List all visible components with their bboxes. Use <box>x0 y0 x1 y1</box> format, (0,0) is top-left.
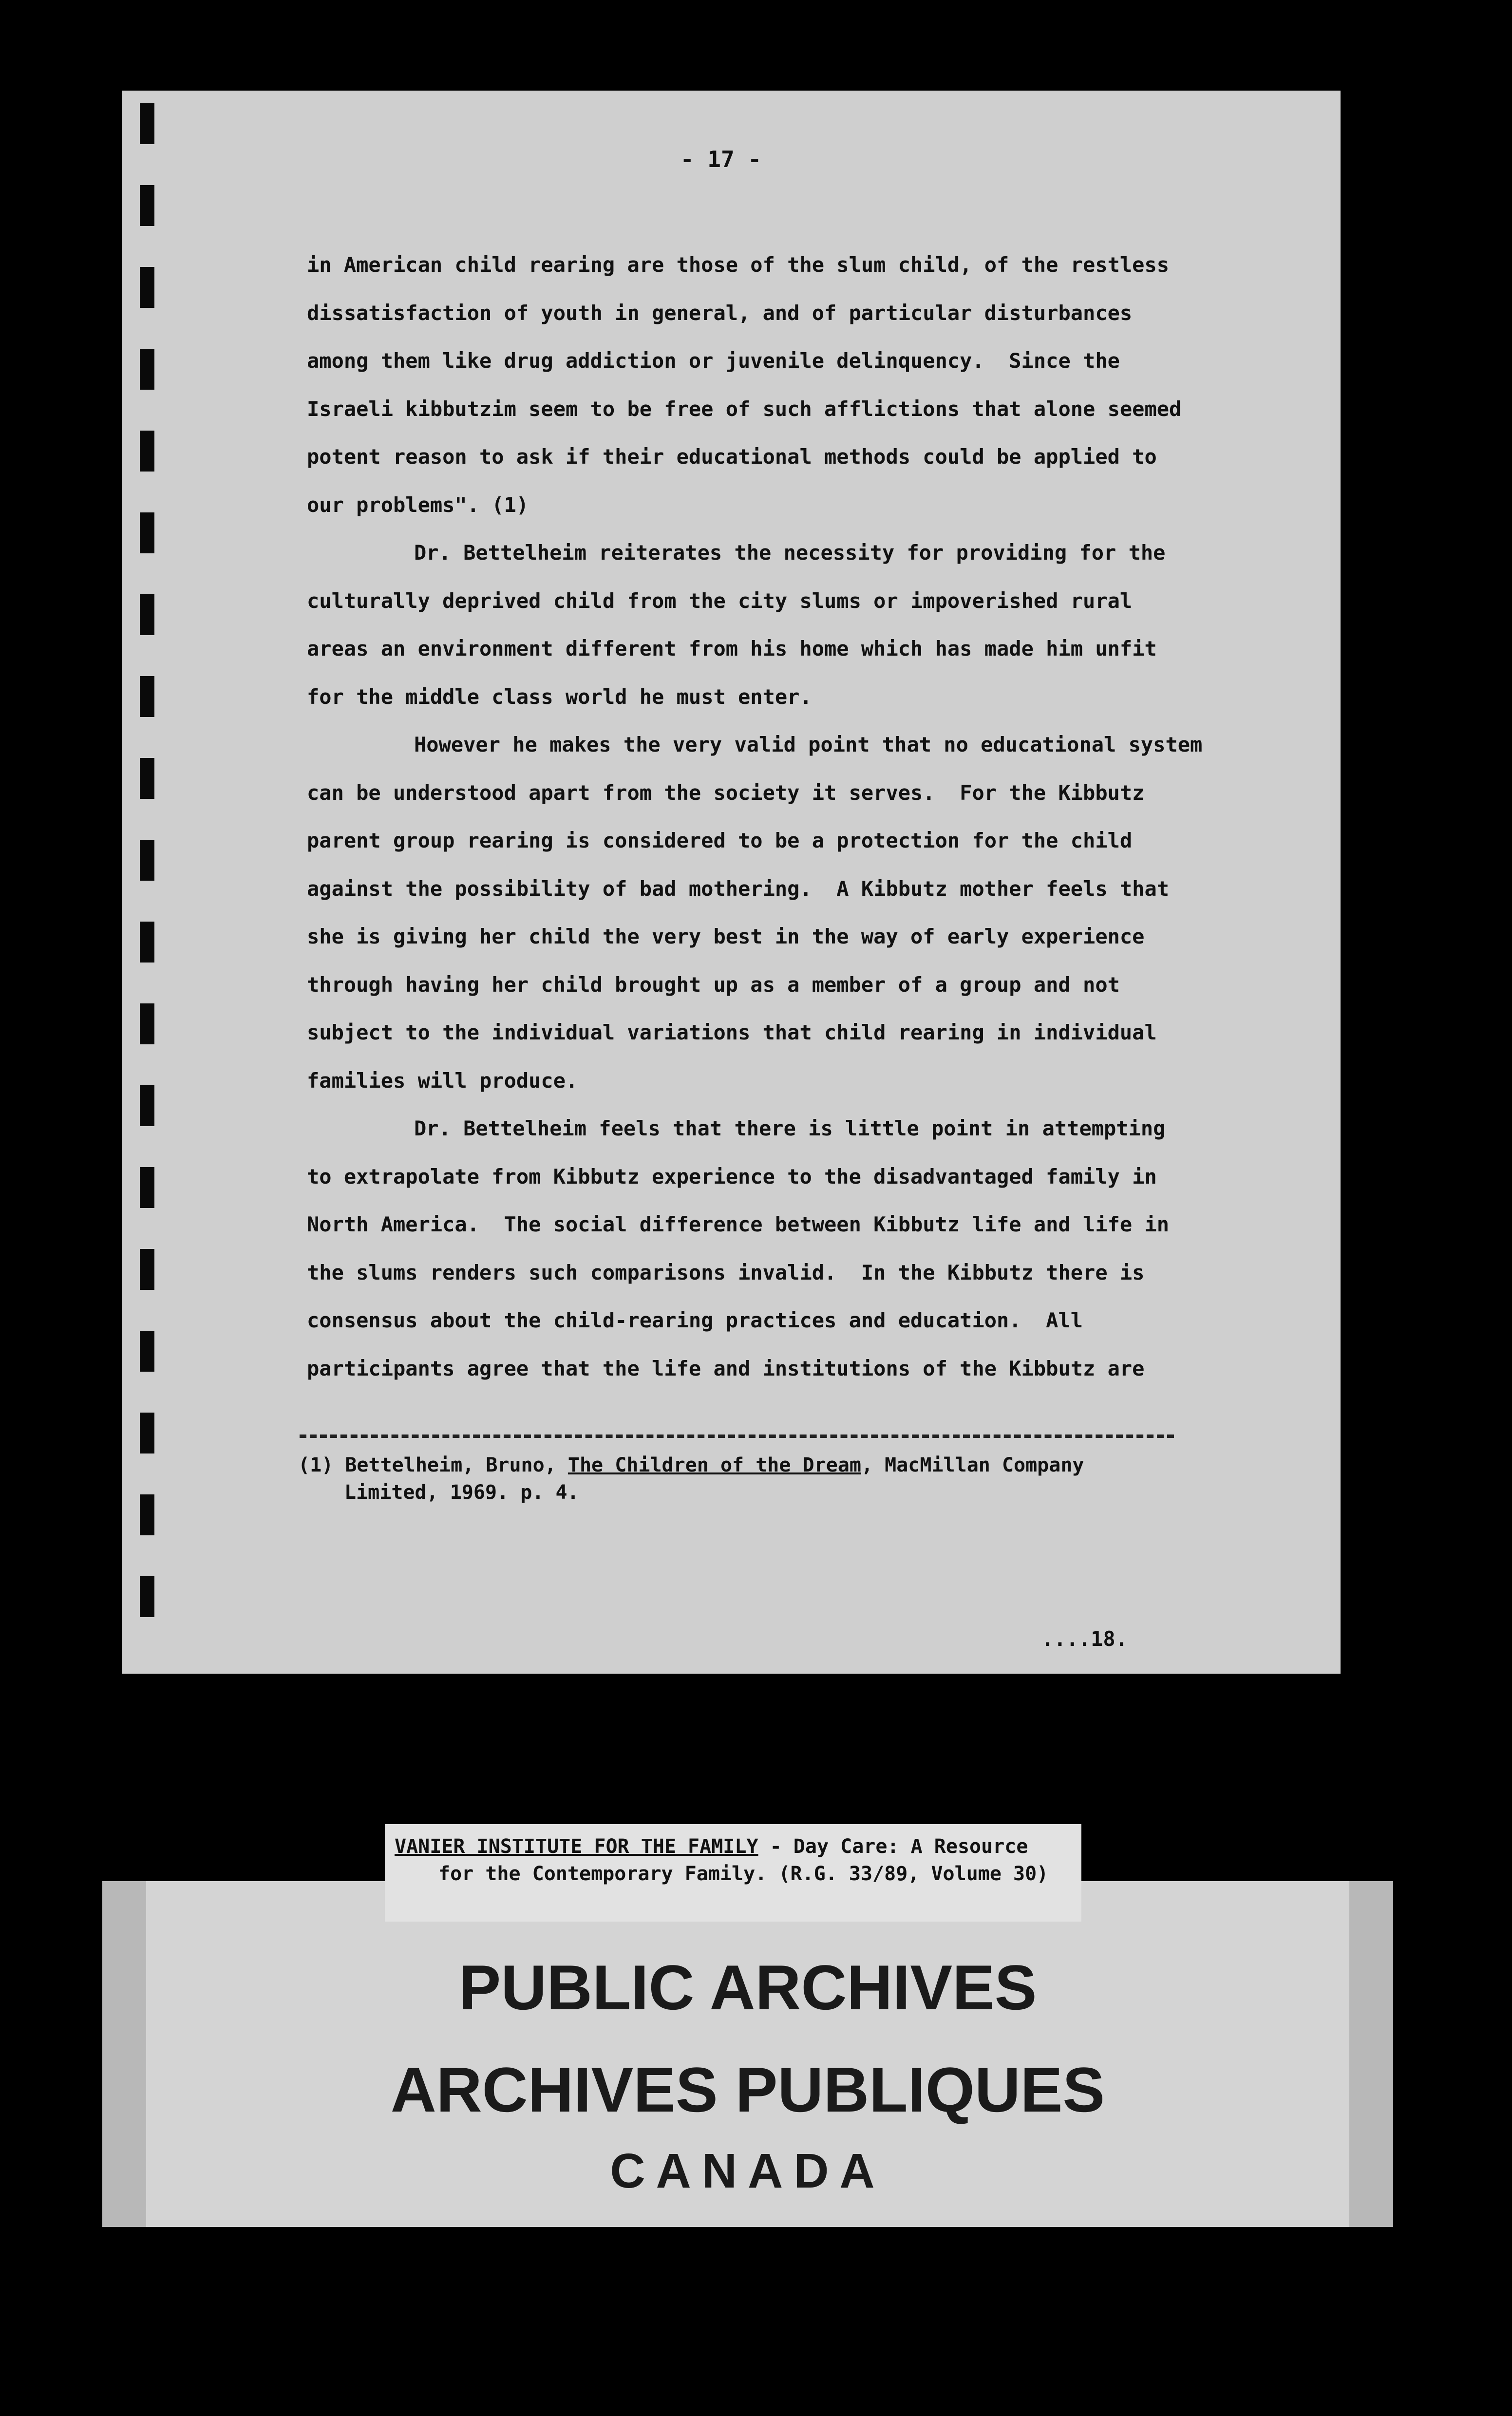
text-line: culturally deprived child from the city slums or impoverished rural <box>307 588 1133 613</box>
footnote <box>298 1452 1199 1506</box>
footnote-book-title: The Children of the Dream <box>567 1454 861 1476</box>
binder-hole <box>140 267 154 308</box>
binder-hole <box>140 1494 154 1535</box>
text-line: dissatisfaction of youth in general, and of particular disturbances <box>307 301 1133 325</box>
text-line: in American child rearing are those of the slum child, of the restless <box>307 253 1170 277</box>
text-line: against the possibility of bad mothering. A Kibbutz mother feels that <box>307 876 1170 901</box>
text-line: through having her child brought up as a member of a group and not <box>307 972 1120 997</box>
archive-reference-label <box>385 1824 1081 1922</box>
text-line: she is giving her child the very best in the way of early experience <box>307 925 1145 948</box>
binder-hole <box>140 349 154 390</box>
text-line: areas an environment different from his home which has made him unfit <box>307 637 1157 661</box>
text-line: North America. The social difference between Kibbutz life and life in <box>307 1212 1170 1236</box>
binder-hole <box>140 1167 154 1208</box>
reference-institution: VANIER INSTITUTE FOR THE FAMILY <box>395 1835 758 1858</box>
footnote-line-1 <box>298 1452 1199 1479</box>
text-line: Dr. Bettelheim feels that there is little point in attempting <box>414 1116 1166 1140</box>
text-line: our problems". (1) <box>307 492 529 517</box>
next-page-marker: ....18. <box>1041 1627 1128 1651</box>
text-line: Dr. Bettelheim reiterates the necessity for providing for the <box>414 541 1166 565</box>
archive-stamp-french: ARCHIVES PUBLIQUES <box>390 2054 1105 2125</box>
binder-hole <box>140 512 154 553</box>
binder-hole <box>140 103 154 144</box>
binder-hole <box>140 840 154 881</box>
text-line: participants agree that the life and institutions of the Kibbutz are <box>307 1356 1145 1380</box>
text-line: consensus about the child-rearing practices and education. All <box>307 1308 1083 1332</box>
binder-hole <box>140 594 154 635</box>
binder-hole <box>140 1576 154 1617</box>
binder-hole <box>140 1249 154 1290</box>
binder-hole <box>140 1003 154 1044</box>
binder-hole <box>140 1413 154 1453</box>
text-line: to extrapolate from Kibbutz experience to the disadvantaged family in <box>307 1164 1157 1189</box>
text-line: Israeli kibbutzim seem to be free of such afflictions that alone seemed <box>307 396 1182 421</box>
binder-hole <box>140 922 154 963</box>
archive-stamp-country: CANADA <box>610 2144 886 2198</box>
page-number: - 17 - <box>680 146 762 172</box>
footnote-line-2: Limited, 1969. p. 4. <box>344 1481 579 1504</box>
text-line: families will produce. <box>307 1068 578 1093</box>
text-line: However he makes the very valid point that no educational system <box>414 733 1203 756</box>
binder-hole <box>140 1085 154 1126</box>
footnote-divider <box>300 1434 1174 1438</box>
text-line: the slums renders such comparisons invalid. In the Kibbutz there is <box>307 1260 1145 1284</box>
binder-hole <box>140 676 154 717</box>
reference-line-2: for the Contemporary Family. (R.G. 33/89, Volume 30) <box>438 1863 1049 1885</box>
binder-hole <box>140 1331 154 1372</box>
text-line: can be understood apart from the society it serves. For the Kibbutz <box>307 780 1145 805</box>
archive-stamp-english: PUBLIC ARCHIVES <box>458 1952 1037 2023</box>
text-line: subject to the individual variations that child rearing in individual <box>307 1020 1157 1044</box>
body-text <box>307 241 1271 1393</box>
footnote-publisher: , MacMillan Company <box>861 1454 1084 1476</box>
text-line: for the middle class world he must enter. <box>307 684 812 709</box>
footnote-author: (1) Bettelheim, Bruno, <box>298 1454 568 1476</box>
binder-hole <box>140 185 154 226</box>
text-line: potent reason to ask if their educational methods could be applied to <box>307 445 1157 469</box>
binder-hole <box>140 431 154 472</box>
binder-hole <box>140 758 154 799</box>
text-line: among them like drug addiction or juvenile delinquency. Since the <box>307 349 1120 373</box>
reference-line-1 <box>395 1833 1072 1860</box>
text-line: parent group rearing is considered to be a protection for the child <box>307 829 1133 852</box>
reference-title: - Day Care: A Resource <box>758 1835 1028 1858</box>
